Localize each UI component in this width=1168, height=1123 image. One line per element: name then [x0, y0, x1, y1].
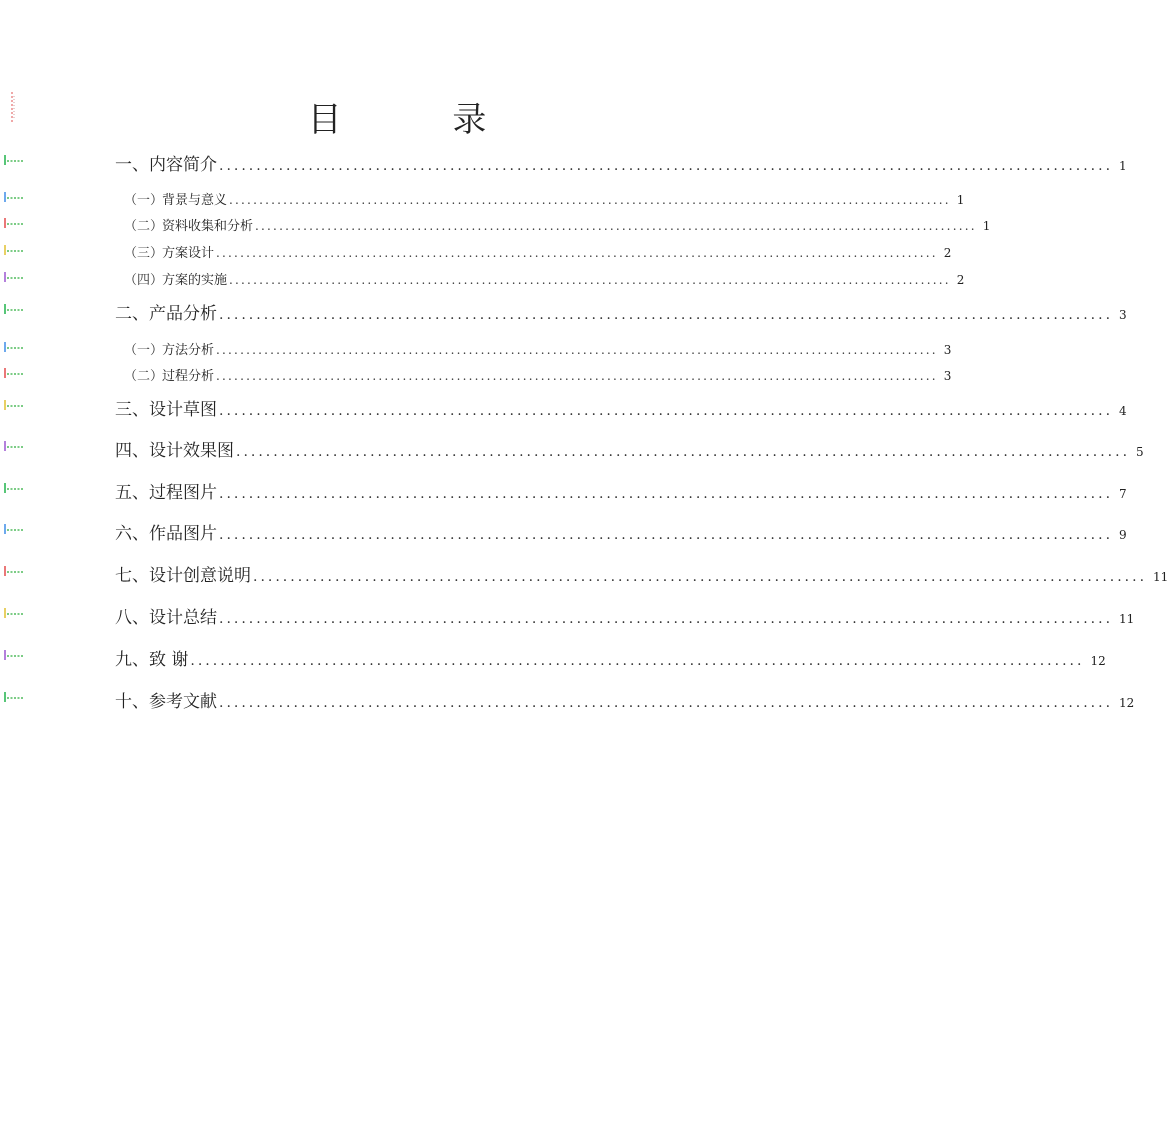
toc-entry-number: 四、 — [115, 441, 149, 461]
toc-entry[interactable] — [115, 561, 1168, 586]
toc-entry-number: （一） — [124, 343, 164, 358]
toc-entry-title: 过程图片 — [149, 483, 217, 503]
toc-entry-title: 设计效果图 — [149, 441, 234, 461]
dot-leader: ........................................................................................................................ — [219, 611, 1114, 627]
anchor-mark-icon — [4, 607, 24, 619]
toc-entry-title: 内容简介 — [149, 155, 217, 175]
anchor-mark-icon — [4, 154, 24, 166]
toc-entry[interactable] — [124, 242, 952, 261]
toc-entry-number: （四） — [124, 273, 164, 288]
dot-leader: ........................................................................................................................ — [216, 343, 938, 357]
anchor-mark-icon — [4, 399, 24, 411]
toc-entry-page: 1 — [1119, 159, 1127, 173]
dot-leader: ........................................................................................................................ — [236, 444, 1131, 460]
toc-entry-number: 九、 — [115, 650, 149, 670]
toc-entry-number: 二、 — [115, 304, 149, 324]
dot-leader: ........................................................................................................................ — [219, 527, 1114, 543]
toc-entry-page: 1 — [956, 193, 965, 207]
toc-entry-number: 一、 — [115, 155, 149, 175]
toc-entry[interactable] — [115, 436, 1144, 461]
toc-entry[interactable] — [115, 687, 1135, 712]
toc-entry-title: 致 谢 — [149, 650, 189, 670]
toc-row[interactable] — [0, 395, 1127, 420]
anchor-mark-icon — [4, 191, 24, 203]
anchor-mark-icon — [4, 217, 24, 229]
toc-entry-number: （一） — [124, 193, 164, 208]
dot-leader: ........................................................................................................................ — [190, 653, 1085, 669]
toc-entry-page: 1 — [982, 219, 991, 233]
toc-entry-title: 设计草图 — [149, 400, 217, 420]
anchor-mark-icon — [4, 649, 24, 661]
toc-entry-title: 参考文献 — [149, 692, 217, 712]
page-title: 目 录 — [307, 100, 537, 140]
toc-entry[interactable] — [124, 215, 991, 234]
toc-row[interactable] — [0, 561, 1168, 586]
toc-entry[interactable] — [115, 395, 1127, 420]
dot-leader: ........................................................................................................................ — [219, 486, 1114, 502]
anchor-mark-icon — [4, 244, 24, 256]
dot-leader: ........................................................................................................................ — [219, 695, 1114, 711]
toc-entry[interactable] — [115, 645, 1106, 670]
toc-entry[interactable] — [124, 269, 965, 288]
anchor-mark-icon — [4, 523, 24, 535]
toc-entry-page: 11 — [1119, 612, 1135, 626]
toc-entry-title: 过程分析 — [162, 369, 215, 384]
toc-entry-number: 三、 — [115, 400, 149, 420]
toc-entry-title: 背景与意义 — [162, 193, 228, 208]
toc-entry-number: 十、 — [115, 692, 149, 712]
toc-row[interactable] — [0, 363, 952, 385]
toc-row[interactable] — [0, 267, 965, 289]
dot-leader: ........................................................................................................................ — [253, 569, 1148, 585]
anchor-mark-icon — [4, 367, 24, 379]
toc-entry-page: 2 — [956, 273, 965, 287]
toc-entry-title: 产品分析 — [149, 304, 217, 324]
toc-entry-page: 12 — [1090, 654, 1106, 668]
anchor-mark-icon — [4, 691, 24, 703]
dot-leader: ........................................................................................................................ — [219, 403, 1114, 419]
toc-entry-title: 作品图片 — [149, 524, 217, 544]
toc-entry[interactable] — [115, 150, 1127, 175]
dot-leader: ........................................................................................................................ — [255, 219, 977, 233]
toc-entry[interactable] — [124, 189, 965, 208]
anchor-mark-icon — [4, 482, 24, 494]
toc-entry[interactable] — [115, 603, 1135, 628]
toc-entry[interactable] — [115, 478, 1127, 503]
toc-row[interactable] — [0, 478, 1127, 503]
dot-leader: ........................................................................................................................ — [229, 273, 951, 287]
toc-entry-number: （三） — [124, 246, 164, 261]
toc-entry-number: 八、 — [115, 608, 149, 628]
toc-entry-page: 9 — [1119, 528, 1127, 542]
toc-entry-page: 11 — [1153, 570, 1168, 584]
anchor-mark-icon — [4, 341, 24, 353]
toc-row[interactable] — [0, 213, 991, 235]
toc-row[interactable] — [0, 436, 1144, 461]
toc-row[interactable] — [0, 150, 1127, 175]
toc-row[interactable] — [0, 603, 1135, 628]
dot-leader: ........................................................................................................................ — [219, 307, 1114, 323]
dot-leader: ........................................................................................................................ — [216, 246, 938, 260]
toc-entry-title: 设计总结 — [149, 608, 217, 628]
toc-entry-page: 5 — [1136, 445, 1144, 459]
toc-entry-page: 4 — [1119, 404, 1127, 418]
toc-entry[interactable] — [115, 519, 1127, 544]
toc-entry-page: 3 — [1119, 308, 1127, 322]
toc-entry-number: （二） — [124, 219, 164, 234]
toc-entry-number: 六、 — [115, 524, 149, 544]
anchor-mark-icon — [4, 271, 24, 283]
toc-row[interactable] — [0, 687, 1135, 712]
anchor-mark-icon — [4, 565, 24, 577]
dot-leader: ........................................................................................................................ — [229, 193, 951, 207]
toc-entry-number: 七、 — [115, 566, 149, 586]
toc-row[interactable] — [0, 519, 1127, 544]
toc-entry-title: 设计创意说明 — [149, 566, 251, 586]
toc-row[interactable] — [0, 240, 952, 262]
dot-leader: ........................................................................................................................ — [219, 158, 1114, 174]
toc-entry[interactable] — [115, 299, 1127, 324]
toc-row[interactable] — [0, 187, 965, 209]
toc-entry-page: 3 — [943, 369, 952, 383]
anchor-mark-icon — [4, 440, 24, 452]
toc-row[interactable] — [0, 299, 1127, 324]
toc-entry[interactable] — [124, 365, 952, 384]
anchor-mark-icon — [4, 303, 24, 315]
toc-entry-page: 2 — [943, 246, 952, 260]
toc-entry-number: （二） — [124, 369, 164, 384]
toc-row[interactable] — [0, 645, 1106, 670]
toc-entry-title: 资料收集和分析 — [162, 219, 254, 234]
toc-entry-title: 方案设计 — [162, 246, 215, 261]
toc-entry-number: 五、 — [115, 483, 149, 503]
toc-entry-page: 7 — [1119, 487, 1127, 501]
toc-entry[interactable] — [124, 339, 952, 358]
toc-entry-title: 方案的实施 — [162, 273, 228, 288]
toc-row[interactable] — [0, 337, 952, 359]
toc-entry-page: 12 — [1119, 696, 1135, 710]
dot-leader: ........................................................................................................................ — [216, 369, 938, 383]
toc-entry-title: 方法分析 — [162, 343, 215, 358]
toc-entry-page: 3 — [943, 343, 952, 357]
